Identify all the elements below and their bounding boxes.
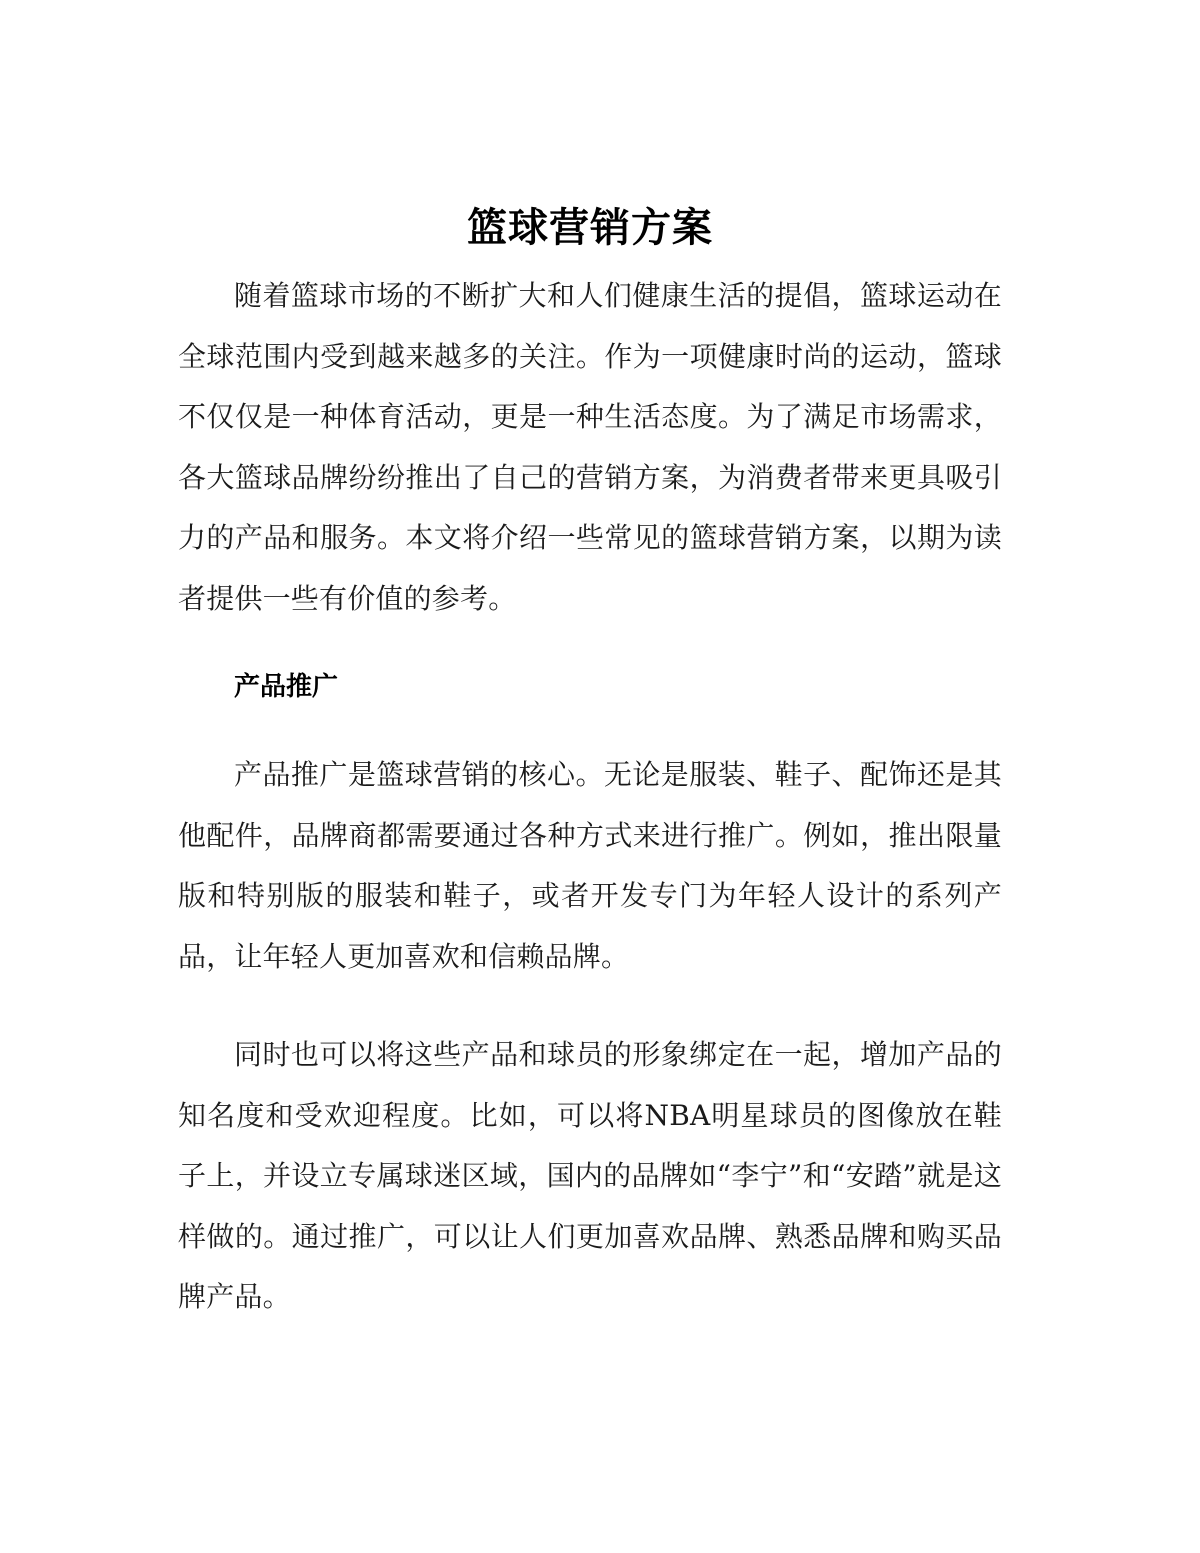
- intro-paragraph: 随着篮球市场的不断扩大和人们健康生活的提倡，篮球运动在全球范围内受到越来越多的关注。作为一项健康时尚的运动，篮球不仅仅是一种体育活动，更是一种生活态度。为了满足市场需求，各大篮球品牌纷纷推出了自己的营销方案，为消费者带来更具吸引力的产品和服务。本文将介绍一些常见的篮球营销方案，以期为读者提供一些有价值的参考。: [178, 279, 1002, 615]
- section-heading-product-promotion: 产品推广: [234, 672, 339, 702]
- document-body: [178, 198, 1002, 1328]
- document-title: 篮球营销方案: [467, 205, 713, 251]
- section-paragraph: 产品推广是篮球营销的核心。无论是服装、鞋子、配饰还是其他配件，品牌商都需要通过各种方式来进行推广。例如，推出限量版和特别版的服装和鞋子，或者开发专门为年轻人设计的系列产品，让年轻人更加喜欢和信赖品牌。: [178, 758, 1002, 973]
- section-paragraph: 同时也可以将这些产品和球员的形象绑定在一起，增加产品的知名度和受欢迎程度。比如，可以将NBA明星球员的图像放在鞋子上，并设立专属球迷区域，国内的品牌如“李宁”和“安踏”就是这样做的。通过推广，可以让人们更加喜欢品牌、熟悉品牌和购买品牌产品。: [178, 1038, 1002, 1313]
